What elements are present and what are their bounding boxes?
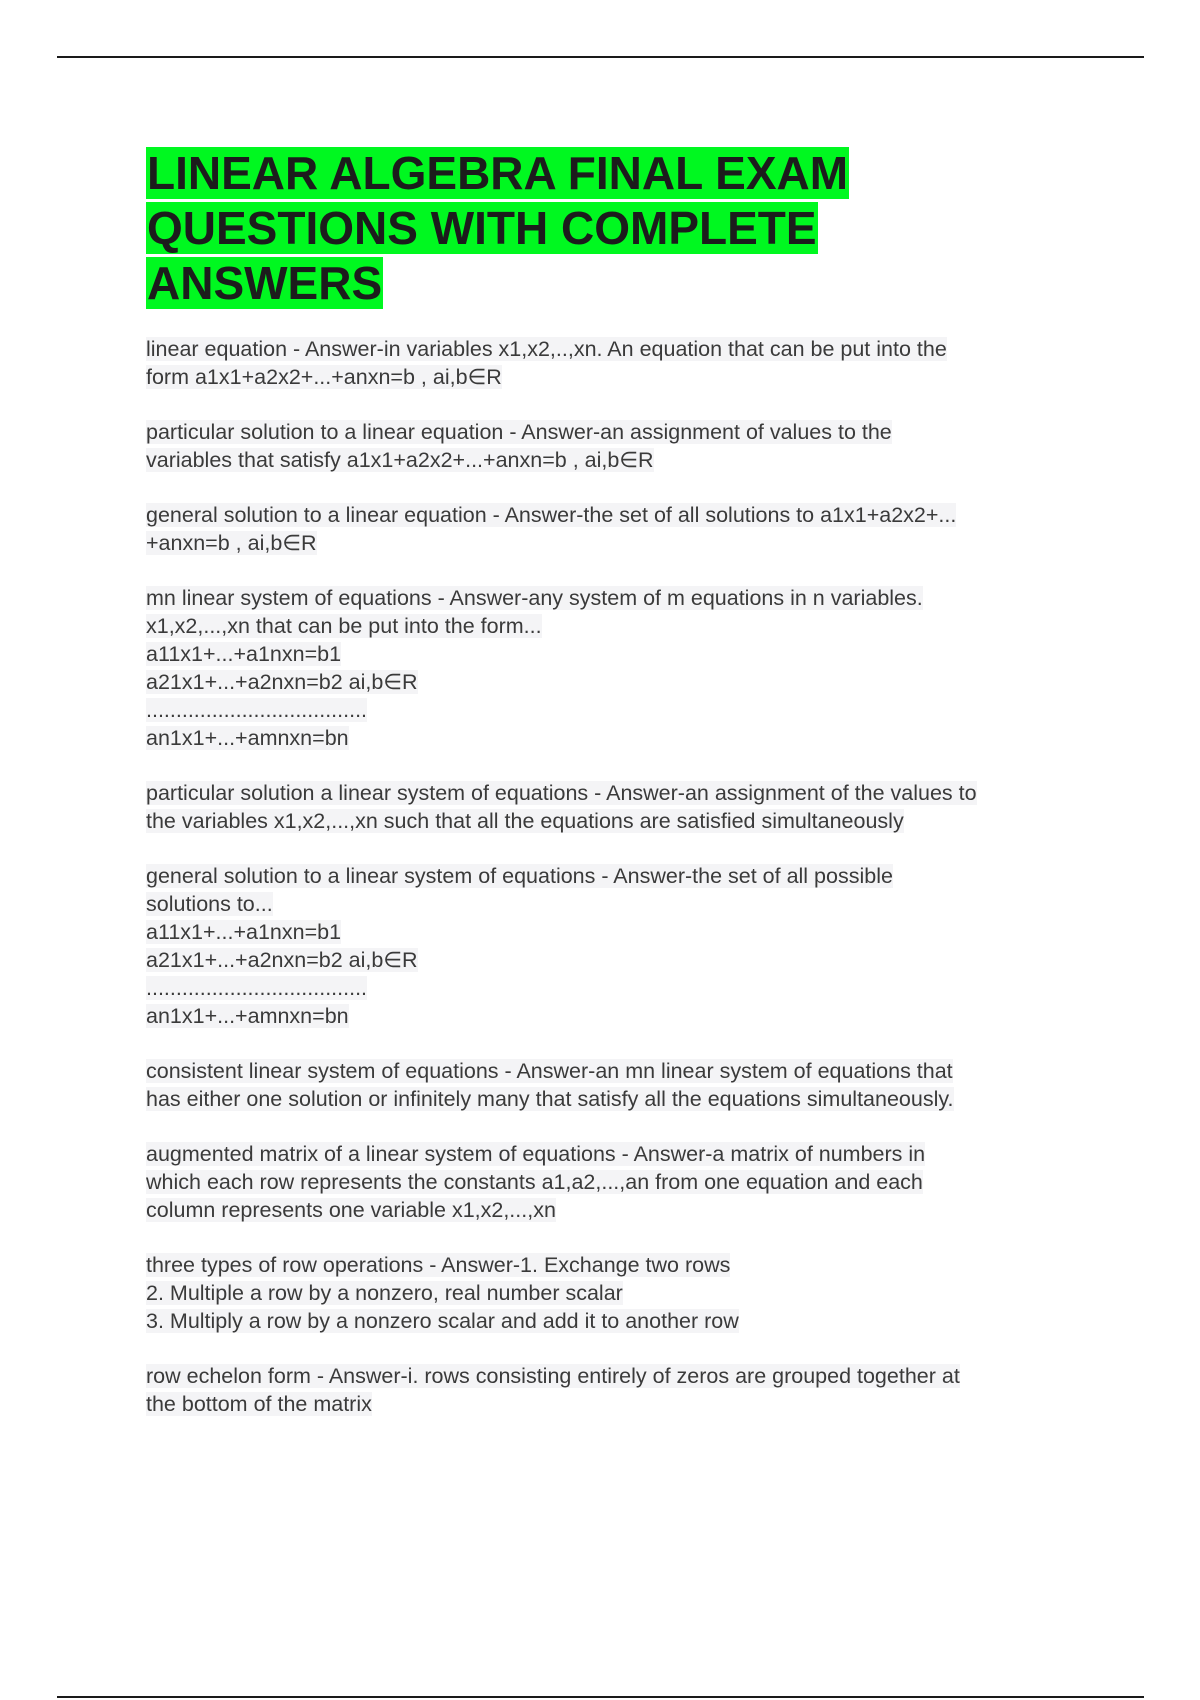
- qa-entry-line: [146, 1168, 1106, 1196]
- qa-entry-line: [146, 1362, 1106, 1390]
- qa-entry-text: .....................................: [146, 698, 368, 722]
- qa-entry-text: general solution to a linear system of equations - Answer-the set of all possible: [146, 864, 893, 888]
- qa-entry-line: [146, 1390, 1106, 1418]
- qa-entry-line: [146, 335, 1106, 363]
- qa-entry-line: [146, 918, 1106, 946]
- qa-entry-text: general solution to a linear equation - Answer-the set of all solutions to a1x1+a2x2+...: [146, 503, 957, 527]
- qa-entry-line: [146, 640, 1106, 668]
- qa-entry: [146, 335, 1106, 391]
- qa-entry-line: [146, 946, 1106, 974]
- qa-entry: [146, 1057, 1106, 1113]
- qa-entry-line: [146, 1085, 1106, 1113]
- qa-entry-line: [146, 1002, 1106, 1030]
- qa-entry-text: .....................................: [146, 976, 368, 1000]
- qa-entry: [146, 1140, 1106, 1224]
- qa-entry-line: [146, 1307, 1106, 1335]
- footer-rule: [57, 1696, 1144, 1698]
- title-line: LINEAR ALGEBRA FINAL EXAM: [147, 147, 849, 199]
- qa-entry-line: [146, 612, 1106, 640]
- qa-entry-line: [146, 418, 1106, 446]
- qa-entry-line: [146, 363, 1106, 391]
- qa-entry-line: [146, 862, 1106, 890]
- qa-entry-line: [146, 696, 1106, 724]
- qa-entry-text: mn linear system of equations - Answer-any system of m equations in n variables.: [146, 586, 923, 610]
- qa-entry-text: particular solution a linear system of equations - Answer-an assignment of the values to: [146, 781, 977, 805]
- qa-entry-line: [146, 1196, 1106, 1224]
- qa-entry: [146, 501, 1106, 557]
- qa-entry-text: form a1x1+a2x2+...+anxn=b , ai,b∈R: [146, 365, 502, 389]
- qa-entry-text: +anxn=b , ai,b∈R: [146, 531, 317, 555]
- qa-entry-line: [146, 807, 1106, 835]
- qa-entry-text: an1x1+...+amnxn=bn: [146, 1004, 349, 1028]
- qa-entry-text: consistent linear system of equations - Answer-an mn linear system of equations that: [146, 1059, 953, 1083]
- qa-entry: [146, 584, 1106, 752]
- qa-entry-text: a11x1+...+a1nxn=b1: [146, 920, 342, 944]
- qa-entry-text: column represents one variable x1,x2,...,xn: [146, 1198, 556, 1222]
- document-body: [146, 146, 1106, 1445]
- qa-entry-line: [146, 779, 1106, 807]
- qa-entry-text: three types of row operations - Answer-1. Exchange two rows: [146, 1253, 731, 1277]
- title-line: ANSWERS: [147, 257, 383, 309]
- qa-entry-text: x1,x2,...,xn that can be put into the form...: [146, 614, 542, 638]
- qa-entry-text: linear equation - Answer-in variables x1,x2,..,xn. An equation that can be put into the: [146, 337, 947, 361]
- qa-entry-text: a11x1+...+a1nxn=b1: [146, 642, 342, 666]
- qa-entry-text: augmented matrix of a linear system of equations - Answer-a matrix of numbers in: [146, 1142, 926, 1166]
- qa-entry-line: [146, 1279, 1106, 1307]
- qa-entry-text: row echelon form - Answer-i. rows consisting entirely of zeros are grouped together at: [146, 1364, 960, 1388]
- qa-entry-line: [146, 974, 1106, 1002]
- title-line: QUESTIONS WITH COMPLETE: [147, 202, 817, 254]
- qa-entry-text: has either one solution or infinitely many that satisfy all the equations simultaneously.: [146, 1087, 954, 1111]
- qa-entry-text: a21x1+...+a2nxn=b2 ai,b∈R: [146, 670, 418, 694]
- qa-list: [146, 335, 1106, 1418]
- header-rule: [57, 56, 1144, 58]
- qa-entry-line: [146, 668, 1106, 696]
- qa-entry-line: [146, 1140, 1106, 1168]
- qa-entry-text: particular solution to a linear equation - Answer-an assignment of values to the: [146, 420, 892, 444]
- qa-entry-text: which each row represents the constants a1,a2,...,an from one equation and each: [146, 1170, 923, 1194]
- qa-entry-line: [146, 890, 1106, 918]
- qa-entry: [146, 1362, 1106, 1418]
- qa-entry-line: [146, 724, 1106, 752]
- qa-entry-text: the bottom of the matrix: [146, 1392, 372, 1416]
- qa-entry-text: 3. Multiply a row by a nonzero scalar and add it to another row: [146, 1309, 739, 1333]
- qa-entry-text: variables that satisfy a1x1+a2x2+...+anxn=b , ai,b∈R: [146, 448, 654, 472]
- qa-entry-line: [146, 501, 1106, 529]
- qa-entry: [146, 418, 1106, 474]
- qa-entry-text: a21x1+...+a2nxn=b2 ai,b∈R: [146, 948, 418, 972]
- qa-entry-line: [146, 1251, 1106, 1279]
- qa-entry: [146, 1251, 1106, 1335]
- qa-entry-line: [146, 446, 1106, 474]
- qa-entry-line: [146, 584, 1106, 612]
- qa-entry-text: an1x1+...+amnxn=bn: [146, 726, 349, 750]
- document-title: [146, 146, 906, 311]
- qa-entry-line: [146, 529, 1106, 557]
- qa-entry-text: the variables x1,x2,...,xn such that all the equations are satisfied simultaneously: [146, 809, 904, 833]
- qa-entry-text: solutions to...: [146, 892, 273, 916]
- qa-entry: [146, 779, 1106, 835]
- qa-entry: [146, 862, 1106, 1030]
- qa-entry-line: [146, 1057, 1106, 1085]
- qa-entry-text: 2. Multiple a row by a nonzero, real number scalar: [146, 1281, 623, 1305]
